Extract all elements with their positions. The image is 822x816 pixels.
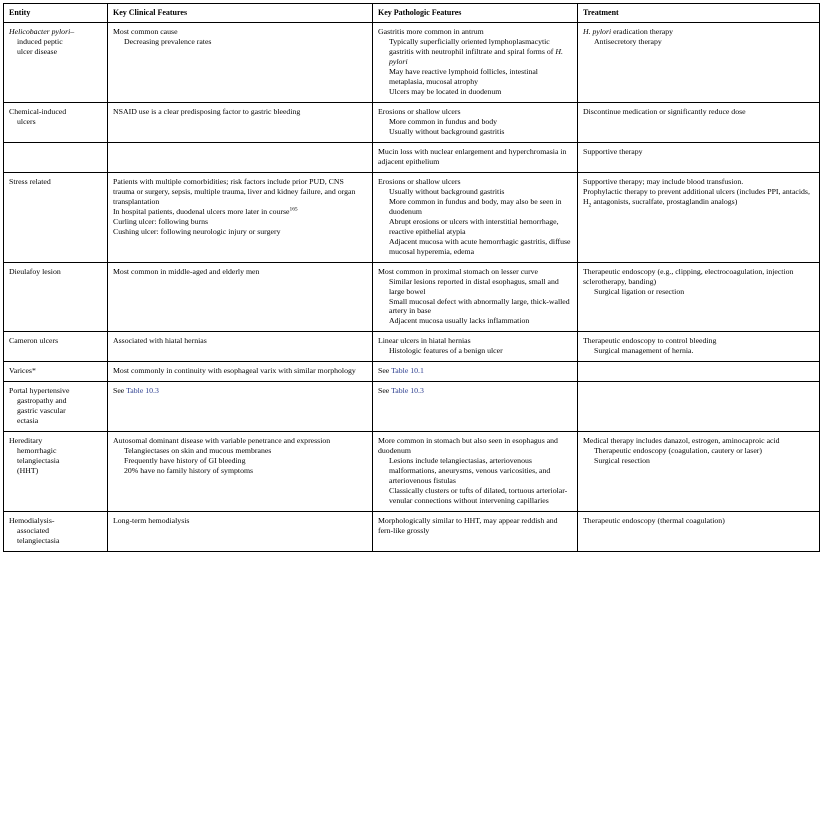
- entity-line: Hereditary: [9, 436, 43, 446]
- pathologic-list: [378, 386, 572, 396]
- pathologic-list: [378, 147, 572, 167]
- treatment-content: [583, 336, 814, 356]
- pathologic-features-cell: [373, 142, 578, 172]
- list-item: In hospital patients, duodenal ulcers more later in course$^{165}$: [113, 206, 298, 216]
- treatment-cell: [578, 103, 820, 143]
- list-item: See Table 10.3: [113, 386, 159, 396]
- treatment-sublist: [583, 346, 814, 356]
- list-item: Prophylactic therapy to prevent additional ulcers (includes PPI, antacids, $H_2$ antagonists, sucralfate, prostaglandin analogs): [583, 186, 810, 209]
- list-item: Decreasing prevalence rates: [124, 37, 212, 47]
- list-item: Usually without background gastritis: [389, 126, 505, 136]
- entity-cell: [4, 142, 108, 172]
- treatment-sublist: [583, 37, 814, 47]
- list-item: Histologic features of a benign ulcer: [389, 346, 503, 356]
- entity-cell: [4, 382, 108, 432]
- list-item: See Table 10.1: [378, 366, 424, 376]
- pathologic-list: [378, 436, 572, 506]
- entity-cell: [4, 432, 108, 512]
- clinical-content: [113, 386, 367, 396]
- list-item: Curling ulcer: following burns: [113, 216, 209, 226]
- list-item: Cushing ulcer: following neurologic injury or surgery: [113, 226, 281, 236]
- pathologic-list: [378, 107, 572, 137]
- table-row: [4, 432, 820, 512]
- treatment-sublist: [583, 287, 814, 297]
- pathologic-content: [378, 107, 572, 137]
- list-item: Discontinue medication or significantly reduce dose: [583, 107, 746, 117]
- clinical-list: [113, 177, 367, 237]
- list-item: Lesions include telangiectasias, arteriovenous malformations, aneurysms, venous varicosities, and arteriovenous fistulas: [389, 456, 551, 486]
- table-cross-reference-link[interactable]: Table 10.3: [126, 386, 159, 396]
- list-item: More common in stomach but also seen in esophagus and duodenum: [378, 436, 558, 456]
- list-item: Abrupt erosions or ulcers with interstitial hemorrhage, reactive epithelial atypia: [389, 216, 559, 236]
- table-header-row: [4, 4, 820, 23]
- pathologic-features-cell: [373, 23, 578, 103]
- list-item-group: [583, 37, 814, 47]
- list-item-group: [583, 287, 814, 297]
- table-row: [4, 172, 820, 262]
- list-item: Morphologically similar to HHT, may appear reddish and fern-like grossly: [378, 515, 558, 535]
- list-item: Classically clusters or tufts of dilated, tortuous arteriolar-venular connections without intervening capillaries: [389, 486, 568, 506]
- list-item-group: [378, 117, 572, 137]
- treatment-content: [583, 516, 814, 526]
- entity-line: (HHT): [17, 466, 39, 476]
- list-item: Surgical resection: [594, 456, 650, 466]
- entity-line: gastric vascular: [17, 406, 66, 416]
- list-item: Surgical ligation or resection: [594, 286, 685, 296]
- clinical-features-cell: [108, 432, 373, 512]
- pathologic-content: [378, 516, 572, 536]
- list-item: Most commonly in continuity with esophageal varix with similar morphology: [113, 366, 356, 376]
- list-item: Antisecretory therapy: [594, 37, 662, 47]
- entity-cell: [4, 511, 108, 551]
- clinical-content: [113, 27, 367, 47]
- clinical-content: [113, 516, 367, 526]
- list-item: Therapeutic endoscopy (coagulation, cautery or laser): [594, 446, 762, 456]
- clinical-entities-table: [3, 3, 820, 552]
- list-item: Erosions or shallow ulcers: [378, 176, 461, 186]
- list-item: Associated with hiatal hernias: [113, 336, 207, 346]
- treatment-sublist: [583, 446, 814, 466]
- table-row: [4, 382, 820, 432]
- treatment-content: [583, 147, 814, 157]
- entity-line: ulcer disease: [17, 47, 58, 57]
- list-item-group: [113, 37, 367, 47]
- clinical-sublist: [113, 446, 367, 476]
- list-item-group: [378, 346, 572, 356]
- treatment-list: [583, 27, 814, 47]
- list-item: See Table 10.3: [378, 386, 424, 396]
- list-item: NSAID use is a clear predisposing factor to gastric bleeding: [113, 107, 301, 117]
- list-item: May have reactive lymphoid follicles, intestinal metaplasia, mucosal atrophy: [389, 67, 538, 87]
- clinical-sublist: [113, 37, 367, 47]
- list-item: Similar lesions reported in distal esophagus, small and large bowel: [389, 276, 559, 296]
- list-item: Ulcers may be located in duodenum: [389, 87, 502, 97]
- table-row: [4, 262, 820, 332]
- pathologic-features-cell: [373, 362, 578, 382]
- entity-line: gastropathy and: [17, 396, 67, 406]
- entity-cell: [4, 172, 108, 262]
- treatment-cell: [578, 172, 820, 262]
- list-item: Long-term hemodialysis: [113, 515, 190, 525]
- pathologic-list: [378, 27, 572, 97]
- clinical-list: [113, 267, 367, 277]
- list-item: Gastritis more common in antrum: [378, 27, 484, 37]
- pathologic-list: [378, 366, 572, 376]
- clinical-features-cell: [108, 172, 373, 262]
- list-item-group: [583, 446, 814, 466]
- clinical-features-cell: [108, 332, 373, 362]
- list-item: Most common cause: [113, 27, 178, 37]
- list-item: Supportive therapy; may include blood transfusion.: [583, 176, 744, 186]
- clinical-list: [113, 336, 367, 346]
- clinical-content: [113, 336, 367, 346]
- treatment-list: [583, 336, 814, 356]
- list-item: More common in fundus and body: [389, 116, 498, 126]
- clinical-features-cell: [108, 362, 373, 382]
- clinical-features-cell: [108, 103, 373, 143]
- list-item-group: [583, 346, 814, 356]
- treatment-cell: [578, 332, 820, 362]
- treatment-list: [583, 267, 814, 297]
- pathologic-content: [378, 386, 572, 396]
- table-row: [4, 103, 820, 143]
- pathologic-features-cell: [373, 262, 578, 332]
- entity-cell: [4, 332, 108, 362]
- treatment-list: [583, 147, 814, 157]
- pathologic-sublist: [378, 456, 572, 506]
- list-item: Frequently have history of GI bleeding: [124, 456, 246, 466]
- pathologic-content: [378, 336, 572, 356]
- list-item: Adjacent mucosa with acute hemorrhagic gastritis, diffuse mucosal hyperemia, edema: [389, 236, 571, 256]
- treatment-cell: [578, 262, 820, 332]
- list-item: Surgical management of hernia.: [594, 346, 694, 356]
- pathologic-list: [378, 177, 572, 257]
- pathologic-list: [378, 336, 572, 356]
- list-item: Linear ulcers in hiatal hernias: [378, 336, 471, 346]
- pathologic-list: [378, 267, 572, 327]
- entity-line: induced peptic: [17, 37, 63, 47]
- entity-cell: [4, 262, 108, 332]
- table-row: [4, 511, 820, 551]
- list-item: Medical therapy includes danazol, estrogen, aminocaproic acid: [583, 436, 780, 446]
- clinical-list: [113, 436, 367, 476]
- pathologic-sublist: [378, 277, 572, 327]
- clinical-list: [113, 27, 367, 47]
- list-item: More common in fundus and body, may also be seen in duodenum: [389, 196, 562, 216]
- treatment-content: [583, 177, 814, 207]
- entity-line: hemorrhagic: [17, 446, 57, 456]
- pathologic-features-cell: [373, 103, 578, 143]
- list-item: Therapeutic endoscopy (e.g., clipping, electrocoagulation, injection sclerotherapy, banding): [583, 266, 794, 286]
- table-row: [4, 332, 820, 362]
- treatment-cell: [578, 432, 820, 512]
- treatment-list: [583, 516, 814, 526]
- entity-line: ectasia: [17, 416, 39, 426]
- pathologic-features-cell: [373, 432, 578, 512]
- clinical-list: [113, 516, 367, 526]
- treatment-cell: [578, 142, 820, 172]
- entity-line: Dieulafoy lesion: [9, 266, 61, 276]
- table-cross-reference-link[interactable]: Table 10.3: [391, 386, 424, 396]
- pathologic-sublist: [378, 346, 572, 356]
- list-item: Mucin loss with nuclear enlargement and hyperchromasia in adjacent epithelium: [378, 146, 567, 166]
- list-item: Typically superficially oriented lymphoplasmacytic gastritis with neutrophil infiltrate and spiral forms of H. pylori: [389, 37, 563, 67]
- treatment-content: [583, 107, 814, 117]
- pathologic-content: [378, 177, 572, 257]
- treatment-cell: [578, 362, 820, 382]
- entity-line: Portal hypertensive: [9, 386, 70, 396]
- list-item: Erosions or shallow ulcers: [378, 107, 461, 117]
- clinical-list: [113, 366, 367, 376]
- clinical-list: [113, 107, 367, 117]
- pathologic-sublist: [378, 187, 572, 257]
- list-item: H. pylori eradication therapy: [583, 27, 674, 37]
- clinical-features-cell: [108, 23, 373, 103]
- treatment-content: [583, 436, 814, 466]
- list-item: Therapeutic endoscopy to control bleeding: [583, 336, 717, 346]
- list-item-group: [378, 37, 572, 97]
- column-header-pathologic: Key Pathologic Features: [373, 4, 578, 23]
- list-item: Usually without background gastritis: [389, 186, 505, 196]
- column-header-entity: Entity: [4, 4, 108, 23]
- column-header-treatment: Treatment: [578, 4, 820, 23]
- pathologic-content: [378, 267, 572, 327]
- entity-line: associated: [17, 525, 50, 535]
- list-item: Patients with multiple comorbidities; risk factors include prior PUD, CNS trauma or surgery, sepsis, multiple trauma, liver and kidney failure, and organ transplantation: [113, 176, 356, 206]
- clinical-content: [113, 107, 367, 117]
- pathologic-content: [378, 366, 572, 376]
- clinical-content: [113, 366, 367, 376]
- clinical-features-cell: [108, 262, 373, 332]
- entity-line: Stress related: [9, 176, 51, 186]
- list-item: Most common in middle-aged and elderly men: [113, 266, 260, 276]
- clinical-content: [113, 436, 367, 476]
- entity-line: Cameron ulcers: [9, 336, 59, 346]
- entity-line: Hemodialysis-: [9, 515, 55, 525]
- pathologic-features-cell: [373, 332, 578, 362]
- pathologic-features-cell: [373, 511, 578, 551]
- entity-line: telangiectasia: [17, 535, 60, 545]
- entity-cell: [4, 103, 108, 143]
- treatment-content: [583, 267, 814, 297]
- pathologic-features-cell: [373, 172, 578, 262]
- entity-line: Varices*: [9, 366, 36, 376]
- pathologic-content: [378, 436, 572, 506]
- entity-line: telangiectasia: [17, 456, 60, 466]
- clinical-features-cell: [108, 382, 373, 432]
- pathologic-content: [378, 27, 572, 97]
- pathologic-content: [378, 147, 572, 167]
- pathologic-features-cell: [373, 382, 578, 432]
- clinical-content: [113, 267, 367, 277]
- pathologic-list: [378, 516, 572, 536]
- column-header-clinical: Key Clinical Features: [108, 4, 373, 23]
- list-item: Telangiectases on skin and mucous membranes: [124, 446, 272, 456]
- list-item: Adjacent mucosa usually lacks inflammation: [389, 316, 530, 326]
- list-item-group: [378, 187, 572, 257]
- entity-line: Helicobacter pylori–: [9, 27, 75, 37]
- list-item: Most common in proximal stomach on lesser curve: [378, 266, 539, 276]
- table-row: [4, 23, 820, 103]
- table-cross-reference-link[interactable]: Table 10.1: [391, 366, 424, 376]
- list-item: Therapeutic endoscopy (thermal coagulation): [583, 515, 725, 525]
- treatment-list: [583, 436, 814, 466]
- list-item-group: [378, 277, 572, 327]
- treatment-cell: [578, 511, 820, 551]
- clinical-features-cell: [108, 511, 373, 551]
- treatment-list: [583, 177, 814, 207]
- list-item: Supportive therapy: [583, 146, 643, 156]
- list-item-group: [113, 446, 367, 476]
- treatment-cell: [578, 382, 820, 432]
- entity-cell: [4, 23, 108, 103]
- clinical-list: [113, 386, 367, 396]
- entity-line: Chemical-induced: [9, 107, 67, 117]
- clinical-content: [113, 177, 367, 237]
- clinical-features-cell: [108, 142, 373, 172]
- treatment-content: [583, 27, 814, 47]
- list-item: Small mucosal defect with abnormally large, thick-walled artery in base: [389, 296, 570, 316]
- table-row: [4, 142, 820, 172]
- table-body: [4, 23, 820, 552]
- list-item: Autosomal dominant disease with variable penetrance and expression: [113, 436, 331, 446]
- pathologic-sublist: [378, 37, 572, 97]
- treatment-list: [583, 107, 814, 117]
- list-item-group: [378, 456, 572, 506]
- table-row: [4, 362, 820, 382]
- entity-line: ulcers: [17, 116, 36, 126]
- entity-cell: [4, 362, 108, 382]
- treatment-cell: [578, 23, 820, 103]
- document-page: [0, 3, 822, 816]
- list-item: 20% have no family history of symptoms: [124, 466, 254, 476]
- pathologic-sublist: [378, 117, 572, 137]
